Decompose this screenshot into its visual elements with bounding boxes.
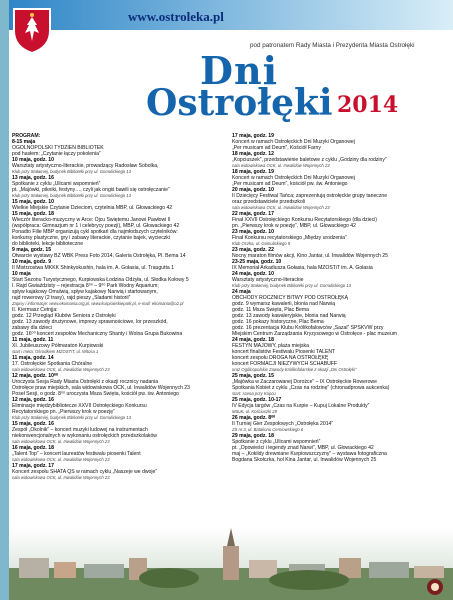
program-right-line: „Per musicam ad Deum”, Kościół Farny	[232, 145, 321, 151]
program-right-line: Finał Konkursu recytatorskiego „Między urodzenia”	[232, 235, 347, 241]
program-right-line: IV Edycja targów „Czas na Kurpie – Kupuj Lokalne Produkty”	[232, 403, 370, 409]
program-left-line: Recytatorskiego pn. „Pierwszy krok w poezję”	[12, 409, 115, 415]
program-left-line: 10 maja, godz. 9	[12, 259, 52, 265]
program-right-line: sala widowiskowa OCK, ul. Inwalidów Wojennych 23	[232, 163, 330, 168]
program-left-line: 9 maja, godz. 15	[12, 247, 52, 253]
program-right-line: MSuK, ul. Kościuszki 29	[232, 409, 277, 414]
program-right-line: Finał XXVII Ostrołęckiego Konkursu Recytatorskiego (dla dzieci)	[232, 217, 377, 223]
program-left-line: sala widowiskowa OCK, ul. Inwalidów Wojennych 23	[12, 367, 110, 372]
program-right-line: godz. 9 wymarsz kawalerii, błonia nad Narwią	[232, 301, 336, 307]
program-right-line: Miejskim Centrum Zarządzania Kryzysowego w Ostrołęce - plac muzeum	[232, 331, 398, 337]
program-right-line: FESTYN MAJOWY, plaża miejska	[232, 343, 309, 349]
program-right-line: godz. 16 pokazy historyczne, Plac Bema	[232, 319, 324, 325]
program-left-line: 17. Ostrołęckie Spotkania Chóralne	[12, 361, 93, 367]
program-left-line: niekonwencjonalnych w wykonaniu ostrołęckich przedszkolaków	[12, 433, 157, 439]
program-left-line: II. Kiermasz Cetnjja:	[12, 307, 58, 313]
program-right-line: „Majówka w Zaczarowanej Dorożce” – IX Ostrołęckie Rowerowe	[232, 379, 377, 385]
program-left-line: Wieczór literacko-muzyczny w Arce: Ojcu Świętemu Janowi Pawłowi II	[12, 217, 171, 223]
program-right-line: 18 maja, godz. 12	[232, 151, 274, 157]
program-left-line: spływ kajakowy Omulwią, spływ kajakowy Narwią i startowanym,	[12, 289, 158, 295]
program-left-line: Spotkanie z cyklu „Ulicami wspomnień”	[12, 181, 101, 187]
program-left-line: 11 maja, godz. 14	[12, 355, 54, 361]
program-right-line: 22 maja, godz. 17	[232, 211, 274, 217]
program-right-line: OBCHODY ROCZNICY BITWY POD OSTROŁĘKĄ	[232, 295, 349, 301]
program-right-line: ZS nr 3, ul. Batalionu Cerniowskiego 6	[232, 427, 304, 432]
program-right-line: 18 maja, godz. 19	[232, 169, 274, 175]
program-right-line: godz. 11 Msza Święta, Plac Bema	[232, 307, 309, 313]
program-right-line: sala widowiskowa OCK, ul. Inwalidów Wojennych 23	[232, 205, 330, 210]
program-right-line: Koncert w ramach Ostrołęckich Dni Muzyki Organowej	[232, 139, 355, 145]
program-right-line: II Turniej Gier Zespołowych „Ostrołęka 2014”	[232, 421, 334, 427]
program-left-line: pod hasłem: „Czytanie łączy pokolenia”	[12, 151, 101, 157]
program-right-line: pn. „Pierwszy krok w poezję”, MBP, ul. Głowackiego 42	[232, 223, 356, 229]
program-left-line: sala widowiskowa OCK, ul. Inwalidów Wojennych 23	[12, 439, 110, 444]
program-left-line: Zapisy i informacje: www.ekomania.org.pl, www.kurpiowskiepark.pl, e-mail: ekomania@o2.pl	[12, 301, 184, 306]
program-right-line: II Dziecięcy Festiwal Tańca; zaprezentują ostrołęckie grupy taneczne	[232, 193, 388, 199]
program-left-line: 16 maja, godz. 18	[12, 445, 54, 451]
title-city: Ostrołęki	[146, 82, 333, 124]
program-right-line: 20 maja, godz. 10	[232, 187, 274, 193]
program-right-line: Klub Oczka, ul. Gomulickiego 9	[232, 241, 291, 246]
program-left-line: 17 maja, godz. 17	[12, 463, 54, 469]
program-right-line: oraz przedstawiciele przedszkoli	[232, 199, 306, 205]
program-left-line: 13 maja, godz. 16	[12, 175, 54, 181]
program-left-line: pt. „Majówki, pikniki, festyny…, czyli jak ongiś bawili się ostrołęczanie”	[12, 187, 170, 193]
program-right-line: Spotkanie z cyklu „Ulicami wspomnień”	[232, 439, 321, 445]
program-left-line: PROGRAM:	[12, 133, 41, 139]
program-left-line: 10 maja, godz. 10	[12, 157, 54, 163]
program-left-line: Klub przy Stałamiej, budynek Biblioteki przy ul. Gomulickiego 13	[12, 193, 131, 198]
program-left-line: Klub przy Stałamiej, budynek Biblioteki przy ul. Gomulickiego 13	[12, 169, 131, 174]
program-left-line: Start Sezonu Turystycznego, Kurpiowska Łodzina Odżyła, ul. Słodka Kołowy 5	[12, 277, 189, 283]
program-left-line: Eliminacje międzybibliotecze XXVII Ostrołęckiego Konkursu	[12, 403, 147, 409]
left-stripe	[0, 0, 9, 600]
top-banner	[9, 0, 453, 30]
program-right-column	[232, 133, 450, 463]
program-right-line: 24 maja	[232, 289, 251, 295]
program-left-line: Ostrołęce praw miejskich, sala widowiskowa OCK, ul. Inwalidów Wojennych 23	[12, 385, 190, 391]
program-right-line: 26 maja, godz. 8⁰⁰	[232, 415, 276, 421]
program-left-line: godz. 13 zawody drużynowe, imprezy sprawnościowe, lor przeszkód,	[12, 319, 168, 325]
program-left-line: 11 maja, godz. 11	[12, 337, 54, 343]
program-right-line: „Kopciuszek”, przedstawienie baletowe z cyklu „Godziny dla rodziny”	[232, 157, 387, 163]
program-left-line: 15 maja, godz. 16	[12, 421, 54, 427]
program-right-line: 29 maja, godz. 18	[232, 433, 274, 439]
program-right-line: 23 maja, godz. 22	[232, 247, 274, 253]
program-left-line: Uroczysta Sesja Rady Miasta Ostrołęki z okazji rocznicy nadania	[12, 379, 159, 385]
program-right-line: godz. 13 zawody kawaleryjskie, błonia nad Narwią	[232, 313, 346, 319]
program-left-line: OGÓLNOPOLSKI TYDZIEŃ BIBLIOTEK	[12, 145, 104, 151]
site-url[interactable]: www.ostroleka.pl	[128, 9, 224, 24]
program-right-line: 17 maja, godz. 19	[232, 133, 274, 139]
program-left-line: 12 maja, godz. 10⁰⁰	[12, 373, 58, 379]
program-left-line: 8-15 maja	[12, 139, 36, 145]
program-left-line: XI. Jubileuszowy Półmaraton Kurpiowski	[12, 343, 104, 349]
title-dni: Dni	[200, 48, 279, 93]
program-left-line: Klub przy Stałamiej, budynek Biblioteki przy ul. Gomulickiego 13	[12, 415, 131, 420]
program-right-line: IX Memoriał Arkadiusza Gołasia, hala MZOSTiT im. A. Gołasia	[232, 265, 373, 271]
program-right-line: pt. „Opowieści i legendy znad Narwi”, MBP, ul. Głowackiego 42	[232, 445, 374, 451]
program-left-line: godz. 16⁰⁰ koncert zespołów Mechaniczny Shanty i Wolna Grupa Bukowina	[12, 331, 183, 337]
program-right-line: Spotkania Kobiet z cyklu „Czas na rodzinę” (chronadprowa aukcenka)	[232, 385, 390, 391]
program-left-line: 15 maja, godz. 10	[12, 199, 54, 205]
program-left-line: konkursy plastyczne, gry i zabawy literackie, czytanie bajek, wycieczki	[12, 235, 170, 241]
program-right-line: koncert zespołu DROGA NA OSTROŁĘKĘ	[232, 355, 329, 361]
program-left-column	[12, 133, 227, 481]
program-left-line: Poseł Sesji, o godz. 8⁰⁰ uroczysta Msza Święta, kościół pw. św. Antoniego	[12, 391, 179, 397]
program-left-line: godz. 12 Przegląd Klubów Seniora z Ostrołęki	[12, 313, 116, 319]
program-right-line: koncert finalistów Festiwalu Piosenki TALENT	[232, 349, 336, 355]
program-left-line: 10 maja	[12, 271, 31, 277]
program-left-line: Warsztaty artystyczno-literackie, prowadzący Radosław Sobolka,	[12, 163, 159, 169]
program-left-line: Ponadto Filie MBP organizują cykl spotkań dla najmłodszych czytelników:	[12, 229, 178, 235]
program-right-line: Nocny maraton filmów akcji, Kino Jantar, ul. Inwalidów Wojennych 25	[232, 253, 388, 259]
program-left-line: do biblioteki, lekcje biblioteczne	[12, 241, 84, 247]
program-left-line: Koncert zespołu SHATA QS w ramach cyklu „Naszeje we dwoje”	[12, 469, 158, 475]
program-left-line: 12 maja, godz. 16	[12, 397, 54, 403]
program-left-line: Wielkie Miejskie Czytanie Dzieciom, czytelnia MBP, ul. Głowackiego 42	[12, 205, 173, 211]
program-left-line: start i meta: Ośrodkiem MZOSTiT, ul. Witosa 1	[12, 349, 99, 354]
program-right-line: godz. 16 prezentacja Klubu Królikofalowców „Sazal” SPSKVW przy	[232, 325, 384, 331]
program-left-line: rajd rowerowy (2 trasy), rajd pieszy „Śladami historii”	[12, 295, 131, 301]
program-left-line: (współpraca: Gimnazjum nr 1 i celebrycy poezji), MBP, ul. Głowackiego 42	[12, 223, 180, 229]
city-crest-icon	[11, 5, 53, 55]
title-year: 2014	[337, 92, 399, 118]
program-left-line: sala widowiskowa OCK, ul. Inwalidów Wojennych 23	[12, 475, 110, 480]
program-right-line: Klub przy Stałamiej, budynek Biblioteki przy ul. Gomulickiego 13	[232, 283, 351, 288]
city-panorama	[9, 528, 453, 600]
program-left-line: Zespół „Okolnik” – koncert muzyki ludowej na instrumentach	[12, 427, 148, 433]
program-left-line: I. Rajd Gwiaździsty – rejestracja 8⁰⁰ – 9⁰⁰ Park Wodny Aquarium;	[12, 283, 159, 289]
program-left-line: 15 maja, godz. 18	[12, 211, 54, 217]
program-right-line: 23-25 maja, godz. 10	[232, 259, 282, 265]
program-left-line: „Talent Top” – koncert laureatów festiwalu piosenki Talent	[12, 451, 141, 457]
program-left-line: zabawy dla dzieci	[12, 325, 52, 331]
program-right-line: oraz Ogólnopolskie Zawody Królikofalarskie z okazji „Dni Ostrołęki”	[232, 367, 357, 372]
program-right-line: maj – „Kokildy drewniane Kurpiowszczyzny” – wystawa fotograficzna	[232, 451, 387, 457]
program-right-line: „Per musicam ad Deum”, kościół pw. św. Antoniego	[232, 181, 348, 187]
program-right-line: 23 maja, godz. 10	[232, 229, 274, 235]
footer-logo-icon	[426, 578, 444, 596]
program-right-line: 24 maja, godz. 18	[232, 337, 274, 343]
program-right-line: Warsztaty artystyczno-literackie	[232, 277, 304, 283]
program-right-line: 25 maja, godz. 15	[232, 373, 274, 379]
program-left-line: Otwarcie wystawy BZ WBK Press Foto 2014, Galeria Ostrołęka, Pl. Bema 14	[12, 253, 186, 259]
program-right-line: 24 maja, godz. 10	[232, 271, 274, 277]
program-right-line: start: scena przy Kopcu	[232, 391, 276, 396]
program-right-line: Koncert w ramach Ostrołęckich Dni Muzyki Organowej	[232, 175, 355, 181]
program-left-line: II Mistrzostwa MKKK Shinkyokushin, hala im. A. Gołasia, ul. Traugutta 1	[12, 265, 174, 271]
program-right-line: Bogdana Skołczka, hol Kina Jantar, ul. Inwalidów Wojennych 25	[232, 457, 377, 463]
program-right-line: koncert FORMACJI NIEŻYWYCH SCHABUFF	[232, 361, 337, 367]
program-left-line: sala widowiskowa OCK, ul. Inwalidów Wojennych 23	[12, 457, 110, 462]
patronage-text: pod patronatem Rady Miasta i Prezydenta Miasta Ostrołęki	[250, 42, 415, 49]
program-right-line: 25 maja, godz. 10-17	[232, 397, 282, 403]
